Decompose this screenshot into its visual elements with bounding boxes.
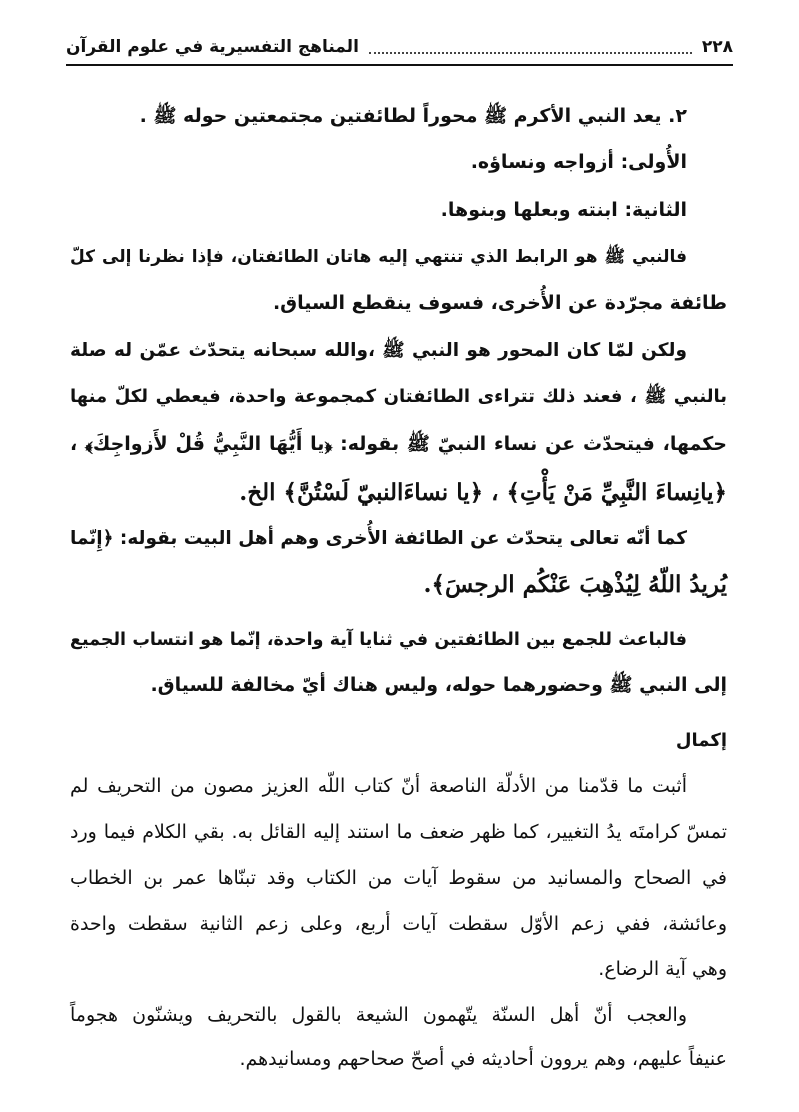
text-line: طائفة مجرّدة عن الأُخرى، فسوف ينقطع السياق. [272,292,727,314]
quran-verse-line: يُريدُ اللّهُ لِيُذْهِبَ عَنْكُم الرجسَ﴾. [423,571,727,598]
text-line: عنيفاً عليهم، وهم يروون أحاديثه في أصحّ صحاحهم ومسانيدهم. [239,1048,727,1070]
text-line: إلى النبي ﷺ وحضورهما حوله، وليس هناك أيّ مخالفة للسياق. [150,674,727,696]
text-line: الأُولى: أزواجه ونساؤه. [470,151,687,173]
section-heading: إكمال [675,730,727,751]
page-number: ٢٢٨ [701,37,733,57]
header-dotted-leader [369,40,692,54]
text-line: والعجب أنّ أهل السنّة يتّهمون الشيعة بالقول بالتحريف ويشنّون هجوماً [70,1004,687,1026]
text-line: في الصحاح والمسانيد من سقوط آيات من الكتاب وقد تبنّاها عمر بن الخطاب [70,867,727,889]
text-line: وعائشة، ففي زعم الأوّل سقطت آيات أربع، وعلى زعم الثانية سقطت واحدة [70,913,727,935]
text-line: بالنبي ﷺ ، فعند ذلك تتراءى الطائفتان كمجموعة واحدة، فيعطي لكلّ منها [70,386,727,407]
text-line: تمسّ كرامتَه يدُ التغيير، كما ظهر ضعف ما استند إليه القائل به. بقي الكلام فيما ورد [70,821,727,843]
quran-verse-line: ﴿يانِساءَ النَّبِيِّ مَنْ يَأْتِ﴾ ، ﴿يا نساءَالنبيّ لَسْتُنَّ﴾ الخ. [239,479,727,506]
text-line: فالباعث للجمع بين الطائفتين في ثنايا آية واحدة، إنّما هو انتساب الجميع [70,630,687,650]
text-line: الثانية: ابنته وبعلها وبنوها. [440,199,687,221]
text-line: وهي آية الرضاع. [598,958,727,980]
text-line: حكمها، فيتحدّث عن نساء النبيّ ﷺ بقوله: ﴿يا أَيُّهَا النَّبِيُّ قُلْ لأَزواجِكَ﴾ ، [70,433,727,455]
text-line: ٢. يعد النبي الأكرم ﷺ محوراً لطائفتين مجتمعتين حوله ﷺ . [139,105,687,127]
text-line: فالنبي ﷺ هو الرابط الذي تنتهي إليه هاتان الطائفتان، فإذا نظرنا إلى كلّ [70,247,687,267]
text-line: ولكن لمّا كان المحور هو النبي ﷺ ،والله سبحانه يتحدّث عمّن له صلة [70,340,687,361]
text-line: كما أنّه تعالى يتحدّث عن الطائفة الأُخرى وهم أهل البيت بقوله: ﴿إِنّما [70,528,687,549]
running-header [66,30,733,66]
running-title: المناهج التفسيرية في علوم القرآن [66,37,359,57]
text-line: أثبت ما قدّمنا من الأدلّة الناصعة أنّ كتاب اللّه العزيز مصون من التحريف لم [70,775,687,797]
